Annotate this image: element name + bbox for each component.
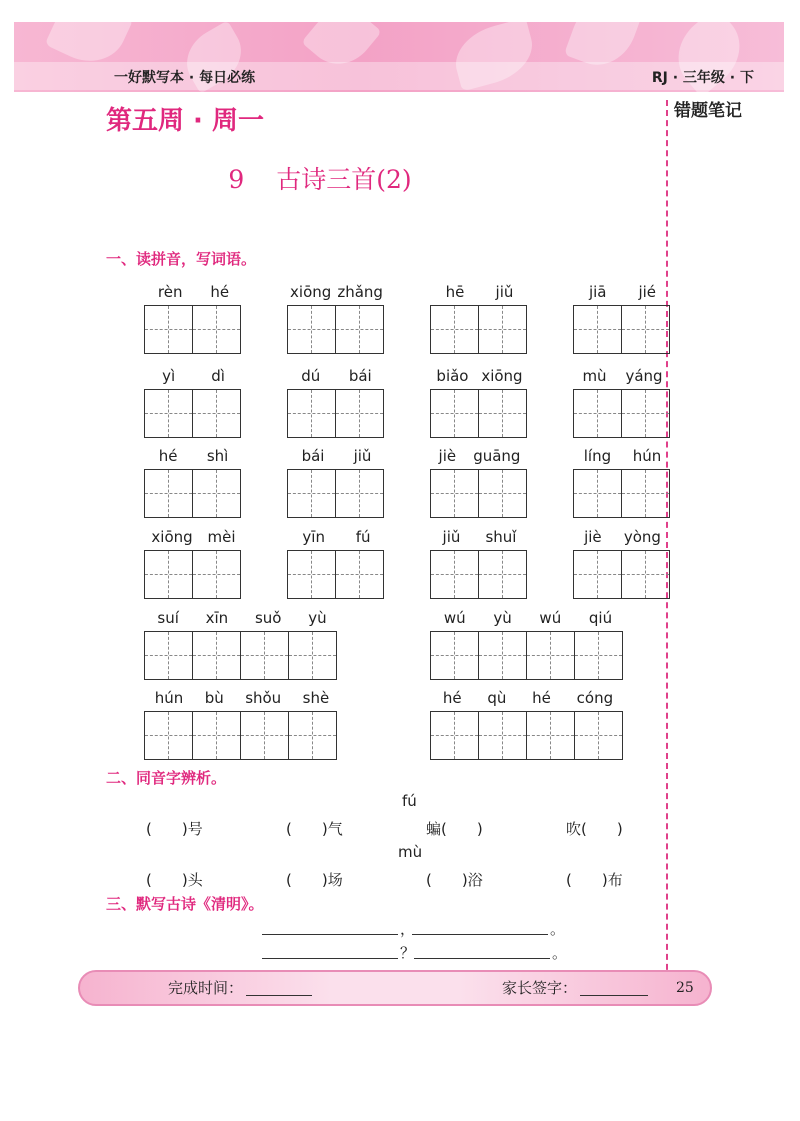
tianzige-cell[interactable] [193,551,240,598]
pinyin-row [144,367,243,385]
header-banner [14,22,784,92]
pinyin-row [144,689,340,707]
word-group [144,283,243,355]
pinyin-row [430,528,529,546]
writing-grid [573,389,670,438]
writing-grid [287,305,384,354]
tianzige-cell[interactable] [289,632,336,679]
word-group [287,447,386,519]
pinyin-syllable: jiè [584,528,602,546]
pinyin-row [144,283,243,301]
pinyin-syllable: jiǔ [442,528,461,546]
tianzige-cell[interactable] [574,470,622,517]
tianzige-cell[interactable] [241,632,289,679]
pinyin-syllable: bái [348,367,372,385]
pinyin-syllable: shuǐ [485,528,517,546]
pinyin-syllable: hé [158,447,178,465]
pinyin-syllable: wú [443,609,466,627]
section3-title: 三、默写古诗《清明》。 [106,895,264,913]
tianzige-cell[interactable] [574,390,622,437]
word-group [573,367,672,439]
tianzige-cell[interactable] [479,390,526,437]
mu-item-4[interactable]: ( )布 [566,871,623,889]
pinyin-syllable: xiōng [481,367,523,385]
writing-grid [430,305,527,354]
lesson-name: 古诗三首(2) [276,165,412,194]
pinyin-row [287,447,386,465]
pinyin-syllable: hé [210,283,230,301]
pinyin-syllable: jié [638,283,657,301]
pinyin-row [287,528,386,546]
tianzige-cell[interactable] [193,390,240,437]
pinyin-syllable: biǎo [436,367,469,385]
writing-grid [430,550,527,599]
pinyin-row [144,609,340,627]
pinyin-row [287,283,386,301]
tianzige-cell[interactable] [288,306,336,353]
tianzige-cell[interactable] [193,470,240,517]
writing-grid [144,550,241,599]
tianzige-cell[interactable] [527,632,575,679]
pinyin-syllable: yīn [302,528,325,546]
tianzige-cell[interactable] [479,712,527,759]
lesson-title [0,160,640,196]
fu-item-4[interactable]: 吹( ) [566,820,623,838]
pinyin-row [430,689,626,707]
pinyin-syllable: suǒ [254,609,282,627]
tianzige-cell[interactable] [622,390,669,437]
tianzige-cell[interactable] [336,390,383,437]
fu-item-2[interactable]: ( )气 [286,820,343,838]
pinyin-row [430,609,626,627]
poem-punct-4: 。 [552,944,568,962]
pinyin-row [430,447,529,465]
pinyin-syllable: fú [355,528,371,546]
tianzige-cell[interactable] [479,470,526,517]
pinyin-row [287,367,386,385]
writing-grid [430,469,527,518]
pinyin-syllable: jiǔ [495,283,514,301]
word-group [430,689,626,761]
tianzige-cell[interactable] [336,306,383,353]
mu-item-3[interactable]: ( )浴 [426,871,483,889]
tianzige-cell[interactable] [288,470,336,517]
tianzige-cell[interactable] [431,470,479,517]
writing-grid [144,389,241,438]
lesson-number: 9 [228,165,245,194]
tianzige-cell[interactable] [479,632,527,679]
fu-item-3[interactable]: 蝙( ) [426,820,483,838]
writing-grid [287,550,384,599]
tianzige-cell[interactable] [622,306,669,353]
writing-grid [144,711,337,760]
tianzige-cell[interactable] [145,551,193,598]
tianzige-cell[interactable] [574,306,622,353]
pinyin-syllable: qù [487,689,507,707]
poem-line-1b[interactable] [412,918,548,935]
writing-grid [573,550,670,599]
pinyin-row [573,367,672,385]
tianzige-cell[interactable] [574,551,622,598]
writing-grid [573,469,670,518]
pinyin-syllable: shè [302,689,330,707]
writing-grid [430,631,623,680]
pinyin-fu: fú [402,792,417,810]
pinyin-syllable: shǒu [245,689,282,707]
pinyin-syllable: yáng [625,367,663,385]
pinyin-syllable: bù [204,689,224,707]
pinyin-syllable: yòng [623,528,661,546]
pinyin-syllable: hé [442,689,462,707]
pinyin-syllable: líng [583,447,612,465]
mu-item-1[interactable]: ( )头 [146,871,203,889]
pinyin-row [430,283,529,301]
word-group [144,367,243,439]
writing-grid [144,305,241,354]
pinyin-syllable: xiōng [151,528,193,546]
week-title: 第五周 · 周一 [106,106,264,136]
pinyin-syllable: xiōng [290,283,332,301]
word-group [573,528,672,600]
tianzige-cell[interactable] [193,712,241,759]
pinyin-row [430,367,529,385]
word-group [573,283,672,355]
word-group [573,447,672,519]
pinyin-syllable: bái [301,447,325,465]
pinyin-syllable: mù [582,367,607,385]
tianzige-cell[interactable] [145,712,193,759]
poem-line-1a[interactable] [262,918,398,935]
parent-sign-field[interactable] [580,995,648,996]
poem-line-2a[interactable] [262,942,398,959]
word-group [144,447,243,519]
word-group [144,689,340,761]
tianzige-cell[interactable] [431,551,479,598]
pinyin-syllable: xīn [205,609,229,627]
poem-punct-2: 。 [550,920,566,938]
pinyin-syllable: rèn [157,283,183,301]
pinyin-row [144,528,243,546]
page-number: 25 [676,980,694,996]
tianzige-cell[interactable] [241,712,289,759]
mu-item-2[interactable]: ( )场 [286,871,343,889]
writing-grid [287,469,384,518]
tianzige-cell[interactable] [289,712,336,759]
completion-time-label: 完成时间： [168,979,244,997]
word-group [144,528,243,600]
tianzige-cell[interactable] [145,390,193,437]
pinyin-syllable: yù [493,609,512,627]
tianzige-cell[interactable] [527,712,575,759]
poem-punct-1: ， [400,920,416,938]
pinyin-syllable: hē [445,283,465,301]
pinyin-syllable: dú [301,367,321,385]
tianzige-cell[interactable] [336,470,383,517]
tianzige-cell[interactable] [431,306,479,353]
pinyin-syllable: zhǎng [337,283,383,301]
word-group [144,609,340,681]
pinyin-mu: mù [398,843,423,861]
tianzige-cell[interactable] [431,390,479,437]
writing-grid [287,389,384,438]
word-group [430,447,529,519]
word-group [430,283,529,355]
writing-grid [144,631,337,680]
pinyin-syllable: qiú [588,609,613,627]
word-group [430,367,529,439]
tianzige-cell[interactable] [288,551,336,598]
tianzige-cell[interactable] [145,632,193,679]
pinyin-syllable: yù [308,609,327,627]
section1-title: 一、读拼音，写词语。 [106,250,257,268]
pinyin-syllable: jiā [588,283,607,301]
writing-grid [573,305,670,354]
tianzige-cell[interactable] [622,470,669,517]
pinyin-syllable: mèi [207,528,236,546]
pinyin-syllable: hún [154,689,184,707]
tianzige-cell[interactable] [193,632,241,679]
tianzige-cell[interactable] [288,390,336,437]
pinyin-row [144,447,243,465]
parent-sign-label: 家长签字： [502,979,578,997]
word-group [287,367,386,439]
writing-grid [430,711,623,760]
writing-grid [430,389,527,438]
tianzige-cell[interactable] [479,551,526,598]
pinyin-row [573,283,672,301]
pinyin-syllable: hún [632,447,662,465]
pinyin-syllable: wú [539,609,562,627]
tianzige-cell[interactable] [336,551,383,598]
fu-item-1[interactable]: ( )号 [146,820,203,838]
tianzige-cell[interactable] [575,712,622,759]
tianzige-cell[interactable] [431,632,479,679]
pinyin-syllable: dì [211,367,225,385]
poem-punct-3: ？ [400,944,416,962]
completion-time-field[interactable] [246,995,312,996]
tianzige-cell[interactable] [431,712,479,759]
pinyin-syllable: guāng [473,447,521,465]
pinyin-syllable: hé [532,689,551,707]
pinyin-syllable: jiè [438,447,457,465]
pinyin-syllable: yì [162,367,176,385]
tianzige-cell[interactable] [622,551,669,598]
poem-line-2b[interactable] [414,942,550,959]
tianzige-cell[interactable] [145,470,193,517]
tianzige-cell[interactable] [479,306,526,353]
notes-title: 错题笔记 [674,101,742,121]
tianzige-cell[interactable] [145,306,193,353]
tianzige-cell[interactable] [193,306,240,353]
pinyin-syllable: shì [206,447,229,465]
grade-label: RJ · 三年级 · 下 [651,70,754,86]
tianzige-cell[interactable] [575,632,622,679]
word-group [430,528,529,600]
word-group [287,528,386,600]
word-group [430,609,626,681]
section2-title: 二、同音字辨析。 [106,769,227,787]
pinyin-syllable: cóng [576,689,614,707]
book-title: 一好默写本 · 每日必练 [114,70,256,86]
pinyin-syllable: jiǔ [353,447,372,465]
pinyin-row [573,528,672,546]
pinyin-row [573,447,672,465]
writing-grid [144,469,241,518]
word-group [287,283,386,355]
pinyin-syllable: suí [157,609,179,627]
